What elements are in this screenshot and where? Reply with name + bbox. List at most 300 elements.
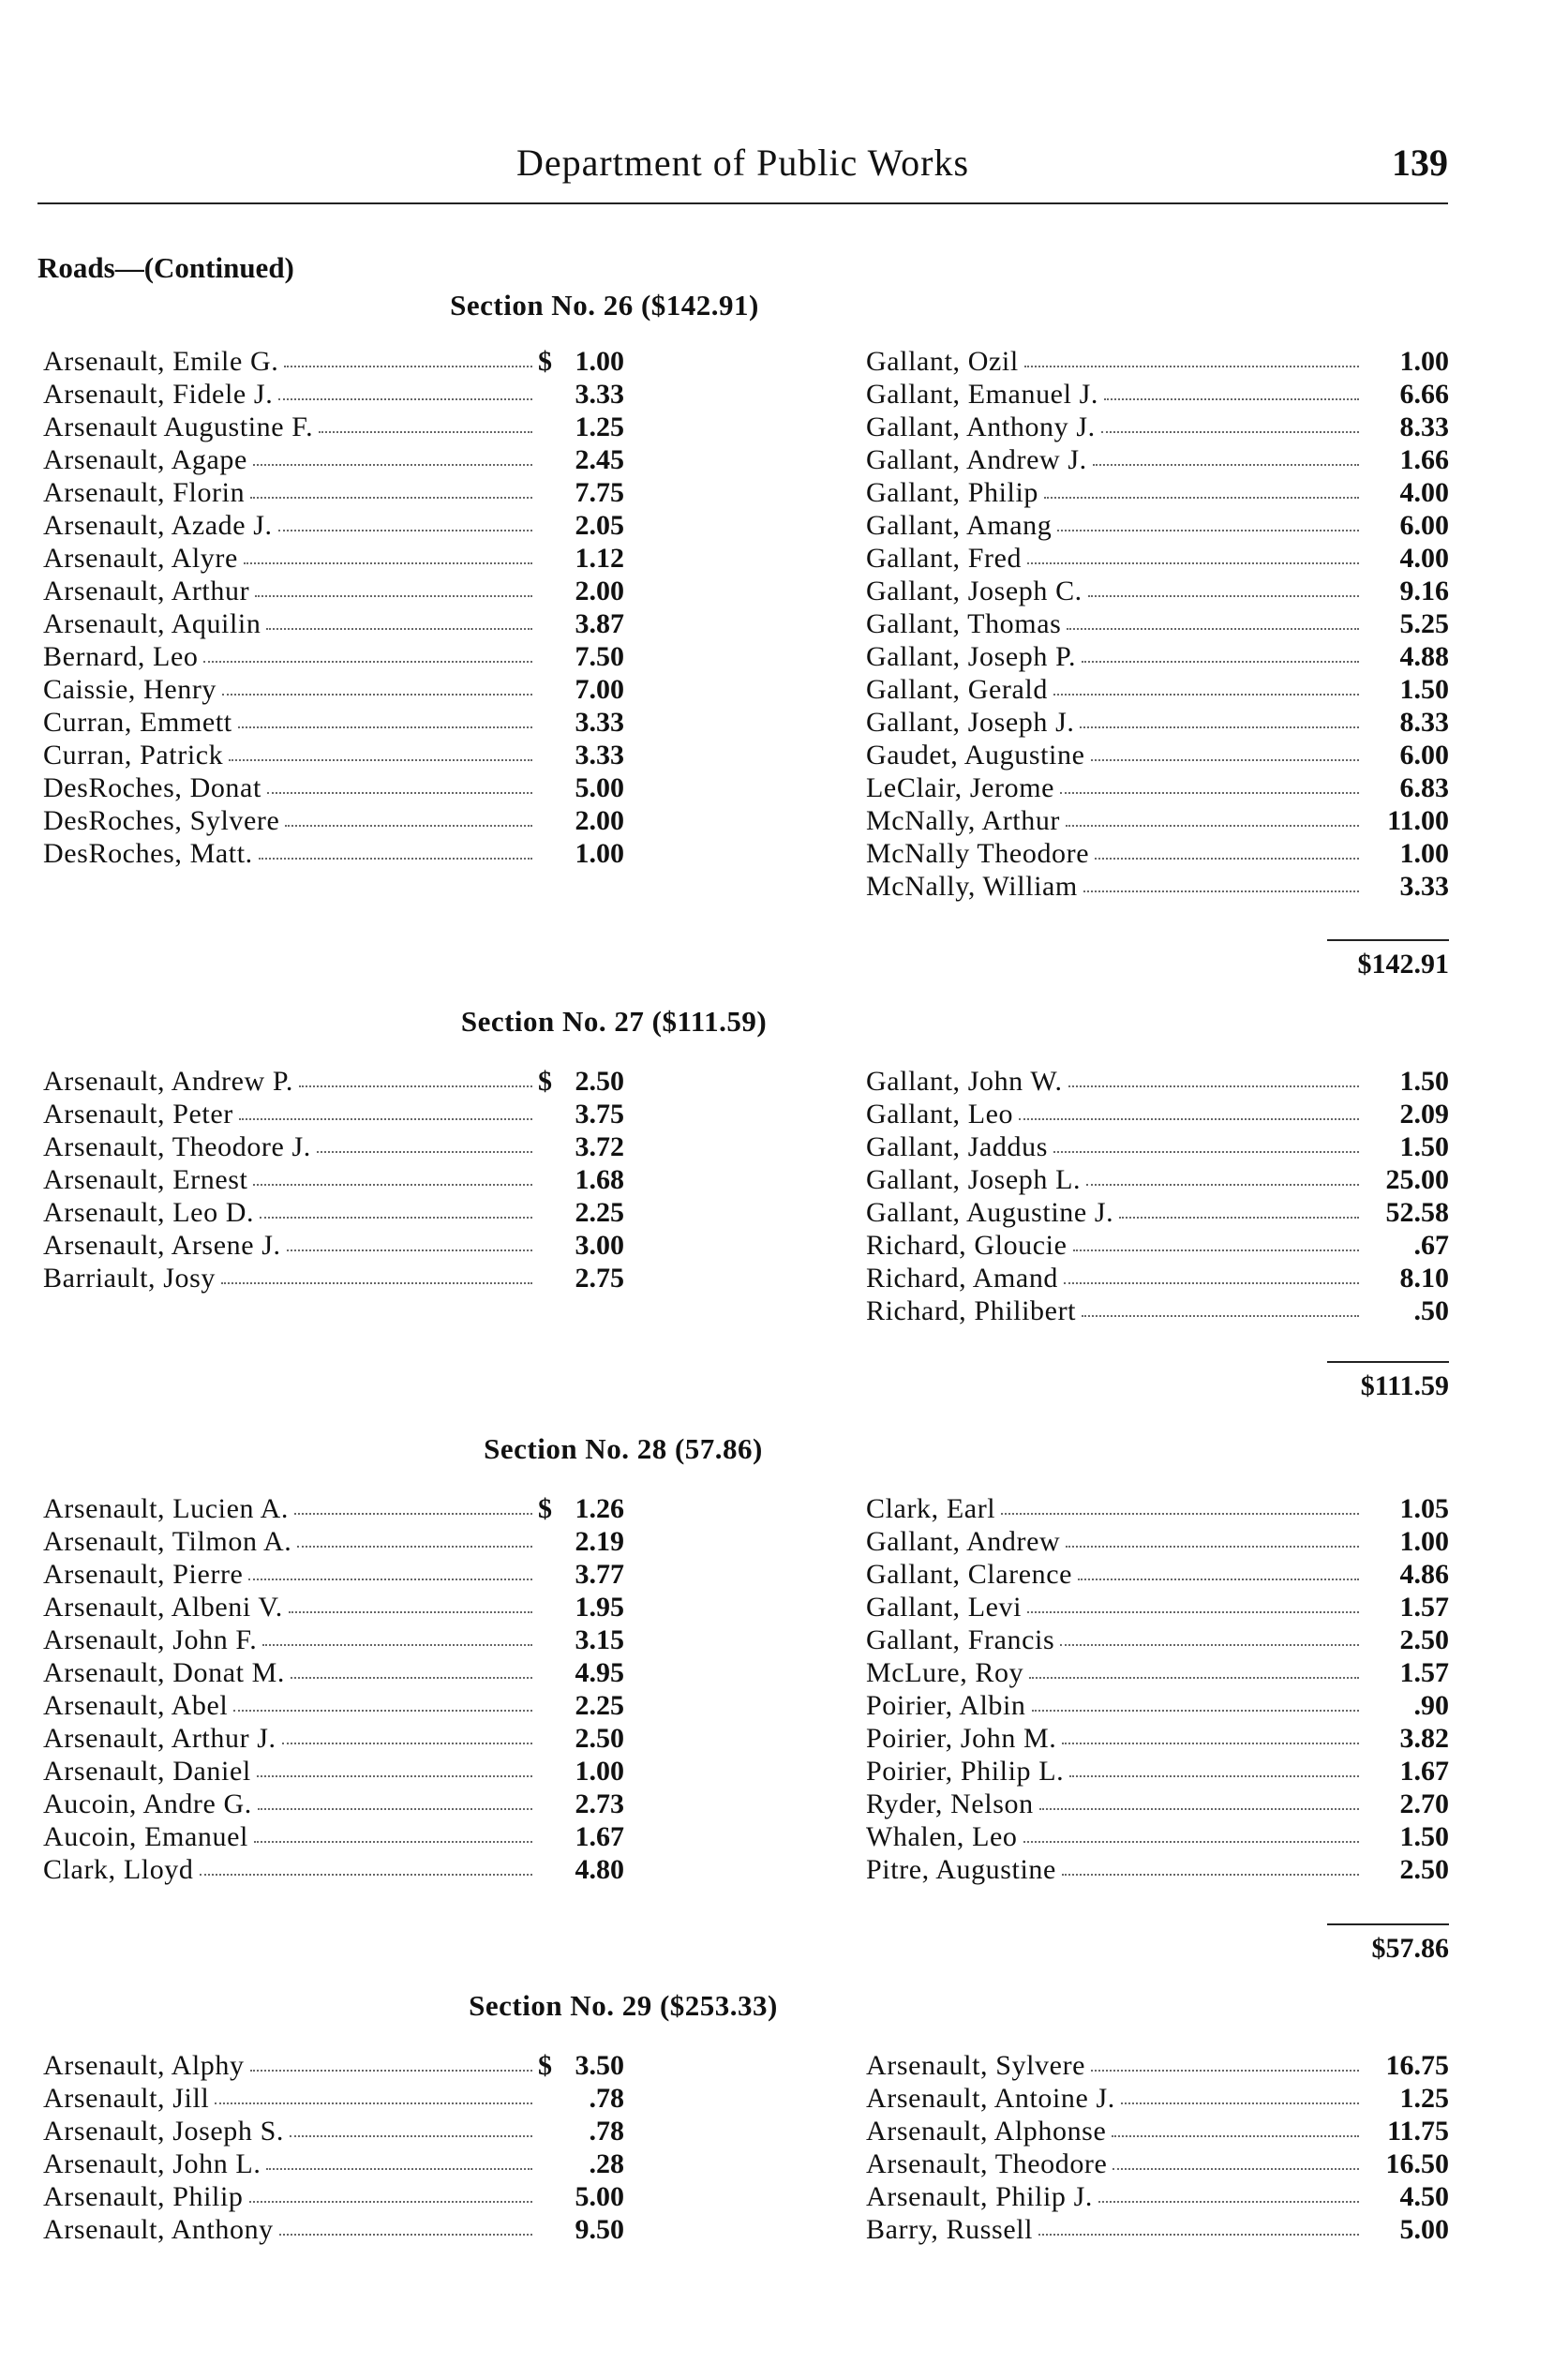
list-item (866, 1558, 1449, 1591)
list-item (866, 443, 1449, 476)
list-item (866, 1591, 1449, 1623)
dot-leader (1001, 1492, 1359, 1515)
list-item (866, 837, 1449, 870)
payee-name: Bernard, Leo (43, 641, 199, 672)
dot-leader (250, 2049, 532, 2072)
list-item (866, 2082, 1449, 2115)
list-item (43, 1130, 624, 1163)
payment-amount: 1.00 (1399, 1526, 1449, 1557)
dot-leader (267, 771, 532, 794)
dot-leader (294, 1492, 532, 1515)
payment-amount: 4.86 (1399, 1559, 1449, 1590)
dot-leader (266, 2147, 532, 2170)
list-item (866, 1722, 1449, 1755)
dot-leader (1038, 2213, 1359, 2236)
payee-name: Poirier, Albin (866, 1690, 1026, 1721)
payee-name: Arsenault, Peter (43, 1099, 233, 1130)
list-item (43, 509, 624, 542)
payment-amount: 4.80 (575, 1854, 624, 1885)
payee-name: Gallant, Joseph J. (866, 707, 1075, 738)
payment-amount: 2.19 (575, 1526, 624, 1557)
payment-amount: 1.50 (1399, 1131, 1449, 1162)
payee-name: Gallant, Jaddus (866, 1131, 1048, 1162)
section-title: Section No. 27 ($111.59) (460, 1005, 768, 1038)
payee-name: Arsenault, Pierre (43, 1559, 244, 1590)
payment-amount: 3.87 (575, 608, 624, 639)
list-item (43, 443, 624, 476)
list-item (43, 1163, 624, 1196)
payee-name: Arsenault, Albeni V. (43, 1592, 283, 1623)
payment-amount: 1.05 (1399, 1493, 1449, 1524)
payee-name: Arsenault, Sylvere (866, 2050, 1086, 2081)
payee-name: Arsenault, Joseph S. (43, 2116, 284, 2147)
dot-leader (1053, 1130, 1359, 1153)
list-item (43, 804, 624, 837)
payment-amount: 3.72 (575, 1131, 624, 1162)
payee-name: Arsenault, Arthur (43, 576, 250, 606)
payee-name: Clark, Lloyd (43, 1854, 194, 1885)
payment-amount: 1.00 (575, 1756, 624, 1787)
list-item (866, 771, 1449, 804)
payment-amount: 9.50 (575, 2214, 624, 2245)
list-item (43, 1196, 624, 1229)
payee-name: Gallant, Andrew J. (866, 444, 1087, 475)
dot-leader (1039, 1788, 1359, 1810)
payee-name: Gallant, Amang (866, 510, 1053, 541)
list-item (866, 1689, 1449, 1722)
payee-name: Curran, Patrick (43, 740, 224, 771)
payee-name: Arsenault, Abel (43, 1690, 229, 1721)
payee-name: Gaudet, Augustine (866, 740, 1085, 771)
dot-leader (244, 542, 532, 564)
dot-leader (1088, 575, 1359, 597)
dot-leader (260, 1196, 532, 1219)
dot-leader (1060, 771, 1359, 794)
right-column (866, 345, 1449, 903)
dot-leader (282, 1722, 532, 1744)
dot-leader (266, 607, 532, 630)
payee-name: Arsenault, Leo D. (43, 1197, 255, 1228)
payee-name: LeClair, Jerome (866, 772, 1055, 803)
payee-name: Gallant, John W. (866, 1066, 1063, 1097)
dot-leader (262, 1623, 532, 1646)
dot-leader (317, 1130, 532, 1153)
dot-leader (285, 804, 532, 827)
dot-leader (1027, 542, 1359, 564)
dot-leader (1023, 1820, 1359, 1843)
list-item (43, 739, 624, 771)
payment-amount: 2.25 (575, 1690, 624, 1721)
total-rule (1327, 1923, 1449, 1925)
payment-amount: 8.33 (1399, 411, 1449, 442)
payee-name: DesRoches, Donat (43, 772, 261, 803)
list-item (866, 2115, 1449, 2147)
payment-amount: 5.00 (575, 772, 624, 803)
list-item (866, 1788, 1449, 1820)
list-item (866, 1229, 1449, 1262)
dot-leader (1029, 1656, 1359, 1679)
payee-name: Gallant, Philip (866, 477, 1038, 508)
payment-amount: 25.00 (1385, 1164, 1449, 1195)
payment-amount: 3.15 (575, 1624, 624, 1655)
payee-name: Richard, Amand (866, 1263, 1059, 1294)
dot-leader (258, 1788, 532, 1810)
list-item (43, 1229, 624, 1262)
list-item (43, 837, 624, 870)
payee-name: Arsenault, Aquilin (43, 608, 261, 639)
list-item (43, 640, 624, 673)
payment-amount: 1.12 (575, 543, 624, 574)
list-item (43, 607, 624, 640)
payment-amount: 8.10 (1399, 1263, 1449, 1294)
payment-amount: 2.70 (1399, 1788, 1449, 1819)
payment-amount: 1.50 (1399, 1821, 1449, 1852)
list-item (866, 607, 1449, 640)
dot-leader (287, 1229, 532, 1251)
payment-amount: 1.67 (1399, 1756, 1449, 1787)
total-rule (1327, 1361, 1449, 1363)
total-rule (1327, 939, 1449, 941)
list-item (866, 476, 1449, 509)
dot-leader (1053, 673, 1359, 696)
payee-name: Arsenault, Ernest (43, 1164, 248, 1195)
list-item (866, 509, 1449, 542)
payee-name: Gallant, Thomas (866, 608, 1062, 639)
payment-amount: 1.95 (575, 1592, 624, 1623)
payment-amount: 2.50 (1399, 1624, 1449, 1655)
payment-amount: 2.00 (575, 576, 624, 606)
list-item (866, 1130, 1449, 1163)
dollar-sign: $ (538, 1066, 552, 1097)
payment-amount: 16.50 (1385, 2148, 1449, 2179)
payment-amount: 2.00 (575, 805, 624, 836)
dot-leader (1073, 1229, 1359, 1251)
list-item (43, 1623, 624, 1656)
dot-leader (284, 345, 532, 367)
payment-amount: 4.88 (1399, 641, 1449, 672)
payment-amount: 6.66 (1399, 379, 1449, 410)
payee-name: McLure, Roy (866, 1657, 1024, 1688)
dot-leader (1112, 2115, 1359, 2137)
payee-name: Curran, Emmett (43, 707, 232, 738)
left-column (43, 1492, 624, 1886)
payee-name: Aucoin, Emanuel (43, 1821, 248, 1852)
list-item (866, 870, 1449, 903)
list-item (866, 378, 1449, 411)
list-item (866, 345, 1449, 378)
dot-leader (200, 1853, 532, 1876)
dot-leader (257, 1755, 532, 1777)
payee-name: Arsenault, Donat M. (43, 1657, 286, 1688)
payee-name: Poirier, John M. (866, 1723, 1057, 1754)
list-item (866, 640, 1449, 673)
list-item (866, 2049, 1449, 2082)
payee-name: Arsenault, Tilmon A. (43, 1526, 292, 1557)
payee-name: Arsenault, Alyre (43, 543, 238, 574)
payee-name: Arsenault, Jill (43, 2083, 210, 2114)
dot-leader (215, 2082, 532, 2104)
list-item (866, 804, 1449, 837)
dot-leader (1057, 509, 1359, 531)
payee-name: Arsenault, John L. (43, 2148, 261, 2179)
dot-leader (1119, 1196, 1359, 1219)
right-column (866, 1492, 1449, 1886)
dot-leader (319, 411, 532, 433)
payment-amount: 4.95 (575, 1657, 624, 1688)
list-item (866, 1163, 1449, 1196)
list-item (866, 2147, 1449, 2180)
dot-leader (1032, 1689, 1359, 1712)
payment-amount: 5.00 (575, 2181, 624, 2212)
dot-leader (1044, 476, 1359, 499)
list-item (43, 1591, 624, 1623)
list-item (43, 2049, 624, 2082)
page-number: 139 (1392, 142, 1448, 184)
payee-name: Arsenault, Lucien A. (43, 1493, 289, 1524)
payment-amount: 4.00 (1399, 543, 1449, 574)
payment-amount: 5.25 (1399, 608, 1449, 639)
dot-leader (1078, 1558, 1359, 1580)
list-item (43, 1788, 624, 1820)
list-item (866, 2213, 1449, 2246)
payment-amount: 16.75 (1385, 2050, 1449, 2081)
list-item (866, 1098, 1449, 1130)
payment-amount: 1.26 (575, 1493, 624, 1524)
payee-name: Arsenault, John F. (43, 1624, 258, 1655)
list-item (43, 378, 624, 411)
payee-name: Arsenault, Philip J. (866, 2181, 1093, 2212)
payment-amount: 2.25 (575, 1197, 624, 1228)
payment-amount: 1.57 (1399, 1657, 1449, 1688)
dollar-sign: $ (538, 346, 552, 377)
payee-name: Pitre, Augustine (866, 1854, 1056, 1885)
payment-amount: 3.77 (575, 1559, 624, 1590)
payment-amount: 4.50 (1399, 2181, 1449, 2212)
list-item (866, 542, 1449, 575)
payment-amount: 2.75 (575, 1263, 624, 1294)
payee-name: Whalen, Leo (866, 1821, 1018, 1852)
dot-leader (1062, 1722, 1359, 1744)
list-item (43, 1755, 624, 1788)
payment-amount: 5.00 (1399, 2214, 1449, 2245)
payment-amount: 1.67 (575, 1821, 624, 1852)
dot-leader (1066, 804, 1359, 827)
list-item (866, 1065, 1449, 1098)
payee-name: Gallant, Joseph P. (866, 641, 1077, 672)
payee-name: Arsenault, Daniel (43, 1756, 251, 1787)
list-item (866, 706, 1449, 739)
payee-name: Gallant, Clarence (866, 1559, 1073, 1590)
list-item (866, 1294, 1449, 1327)
payment-amount: 1.00 (1399, 346, 1449, 377)
payee-name: Arsenault, Florin (43, 477, 246, 508)
list-item (43, 1558, 624, 1591)
payment-amount: .78 (589, 2116, 624, 2147)
list-item (43, 771, 624, 804)
list-item (43, 2115, 624, 2147)
dot-leader (278, 378, 532, 400)
list-item (43, 1492, 624, 1525)
payee-name: Gallant, Ozil (866, 346, 1019, 377)
payment-amount: 3.33 (575, 740, 624, 771)
list-item (866, 1492, 1449, 1525)
payment-amount: 1.68 (575, 1164, 624, 1195)
payment-amount: 7.50 (575, 641, 624, 672)
list-item (866, 1820, 1449, 1853)
left-column (43, 2049, 624, 2246)
dot-leader (254, 1820, 532, 1843)
payee-name: Gallant, Joseph C. (866, 576, 1083, 606)
payment-amount: .28 (589, 2148, 624, 2179)
payee-name: Poirier, Philip L. (866, 1756, 1065, 1787)
payment-amount: 2.50 (575, 1066, 624, 1097)
payee-name: Arsenault, Theodore (866, 2148, 1108, 2179)
payee-name: Arsenault, Arthur J. (43, 1723, 276, 1754)
payee-name: Arsenault, Azade J. (43, 510, 273, 541)
right-column (866, 1065, 1449, 1327)
dot-leader (248, 1558, 532, 1580)
payment-amount: 3.33 (1399, 871, 1449, 902)
payment-amount: 1.25 (1399, 2083, 1449, 2114)
dot-leader (1080, 706, 1359, 728)
dot-leader (233, 1689, 532, 1712)
dot-leader (1083, 870, 1359, 892)
payee-name: Gallant, Leo (866, 1099, 1014, 1130)
payment-amount: 2.09 (1399, 1099, 1449, 1130)
payee-name: Gallant, Fred (866, 543, 1023, 574)
payee-name: Arsenault, Alphy (43, 2050, 245, 2081)
page-title: Department of Public Works (515, 142, 970, 184)
payee-name: Gallant, Andrew (866, 1526, 1061, 1557)
dot-leader (255, 575, 532, 597)
left-column (43, 1065, 624, 1294)
dot-leader (1027, 1591, 1359, 1613)
payee-name: Barriault, Josy (43, 1263, 216, 1294)
dot-leader (279, 2213, 532, 2236)
section-title: Section No. 26 ($142.91) (450, 289, 759, 322)
payee-name: Arsenault Augustine F. (43, 411, 314, 442)
payee-name: Arsenault, Antoine J. (866, 2083, 1115, 2114)
payee-name: Ryder, Nelson (866, 1788, 1034, 1819)
dot-leader (1069, 1755, 1359, 1777)
dot-leader (1104, 378, 1359, 400)
list-item (43, 706, 624, 739)
dot-leader (278, 509, 532, 531)
dollar-sign: $ (538, 2050, 552, 2081)
list-item (866, 1656, 1449, 1689)
list-item (866, 1525, 1449, 1558)
payment-amount: .90 (1413, 1690, 1449, 1721)
payee-name: Caissie, Henry (43, 674, 217, 705)
payment-amount: 2.45 (575, 444, 624, 475)
list-item (43, 673, 624, 706)
payee-name: Gallant, Joseph L. (866, 1164, 1082, 1195)
payment-amount: .50 (1413, 1295, 1449, 1326)
dot-leader (1086, 1163, 1359, 1186)
payee-name: Gallant, Francis (866, 1624, 1055, 1655)
running-head (37, 141, 1448, 204)
dot-leader (1066, 1525, 1359, 1548)
left-column (43, 345, 624, 870)
payee-name: Richard, Gloucie (866, 1230, 1068, 1261)
dot-leader (1113, 2147, 1359, 2170)
list-item (866, 1755, 1449, 1788)
list-item (43, 1525, 624, 1558)
payee-name: Arsenault, Alphonse (866, 2116, 1107, 2147)
list-item (43, 1656, 624, 1689)
list-item (43, 1722, 624, 1755)
dot-leader (1019, 1098, 1359, 1120)
payee-name: Gallant, Augustine J. (866, 1197, 1114, 1228)
list-item (866, 1262, 1449, 1294)
payment-amount: 52.58 (1385, 1197, 1449, 1228)
list-item (43, 2213, 624, 2246)
payee-name: McNally Theodore (866, 838, 1090, 869)
payment-amount: .67 (1413, 1230, 1449, 1261)
payee-name: McNally, William (866, 871, 1078, 902)
payee-name: Gallant, Anthony J. (866, 411, 1096, 442)
payment-amount: 11.00 (1387, 805, 1449, 836)
payment-amount: 3.50 (575, 2050, 624, 2081)
dot-leader (259, 837, 532, 860)
payment-amount: 3.00 (575, 1230, 624, 1261)
dot-leader (1060, 1623, 1359, 1646)
dot-leader (221, 1262, 532, 1284)
payment-amount: 1.50 (1399, 1066, 1449, 1097)
dot-leader (1091, 2049, 1359, 2072)
list-item (866, 673, 1449, 706)
payee-name: Richard, Philibert (866, 1295, 1077, 1326)
dot-leader (239, 1098, 532, 1120)
dot-leader (1067, 607, 1359, 630)
dot-leader (1064, 1262, 1359, 1284)
section-total: $111.59 (1360, 1370, 1449, 1401)
dot-leader (250, 476, 532, 499)
continued-label: Roads—(Continued) (37, 251, 294, 284)
dot-leader (289, 1591, 532, 1613)
payment-amount: 3.82 (1399, 1723, 1449, 1754)
dot-leader (229, 739, 532, 761)
section-total: $57.86 (1371, 1933, 1449, 1964)
payment-amount: .78 (589, 2083, 624, 2114)
list-item (866, 575, 1449, 607)
payee-name: McNally, Arthur (866, 805, 1061, 836)
list-item (866, 411, 1449, 443)
dot-leader (1095, 837, 1359, 860)
list-item (866, 739, 1449, 771)
payment-amount: 6.00 (1399, 740, 1449, 771)
dot-leader (222, 673, 532, 696)
dot-leader (1062, 1853, 1359, 1876)
payee-name: Arsenault, Theodore J. (43, 1131, 311, 1162)
payment-amount: 6.00 (1399, 510, 1449, 541)
right-column (866, 2049, 1449, 2246)
list-item (866, 1196, 1449, 1229)
dot-leader (1093, 443, 1359, 466)
payee-name: Arsenault, Andrew P. (43, 1066, 293, 1097)
dot-leader (238, 706, 532, 728)
dot-leader (291, 1656, 532, 1679)
dot-leader (1068, 1065, 1359, 1087)
dot-leader (253, 443, 532, 466)
payee-name: Gallant, Gerald (866, 674, 1048, 705)
section-title: Section No. 29 ($253.33) (469, 1989, 778, 2022)
payment-amount: 1.57 (1399, 1592, 1449, 1623)
dot-leader (1082, 640, 1359, 663)
list-item (43, 542, 624, 575)
payee-name: Arsenault, Arsene J. (43, 1230, 281, 1261)
payment-amount: 1.50 (1399, 674, 1449, 705)
